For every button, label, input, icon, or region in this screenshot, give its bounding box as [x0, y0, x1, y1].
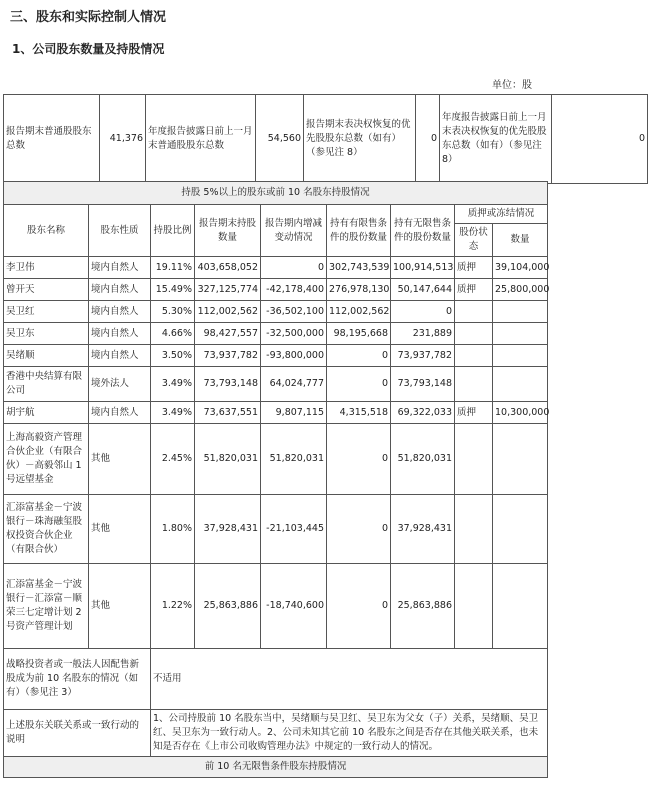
cell-shares: 327,125,774: [195, 279, 261, 301]
cell-change: 0: [261, 257, 327, 279]
cell-name: 香港中央结算有限公司: [4, 367, 89, 402]
cell-qty: [493, 301, 548, 323]
cell-unrestricted: 69,322,033: [391, 402, 455, 424]
cell-ratio: 2.45%: [151, 424, 195, 495]
cell-qty: [493, 345, 548, 367]
header-change: 报告期内增减变动情况: [261, 205, 327, 257]
cell-unrestricted: 73,937,782: [391, 345, 455, 367]
cell-status: [455, 301, 493, 323]
cell-change: 64,024,777: [261, 367, 327, 402]
cell-restricted: 98,195,668: [327, 323, 391, 345]
cell-restricted: 302,743,539: [327, 257, 391, 279]
table-row: [4, 301, 548, 323]
cell-nature: 境内自然人: [89, 279, 151, 301]
cell-unrestricted: 0: [391, 301, 455, 323]
cell-name: 吴绪顺: [4, 345, 89, 367]
cell-status: [455, 495, 493, 564]
cell-unrestricted: 100,914,513: [391, 257, 455, 279]
cell-ratio: 3.50%: [151, 345, 195, 367]
cell-ratio: 5.30%: [151, 301, 195, 323]
table-row: [4, 367, 548, 402]
header-restricted: 持有有限售条件的股份数量: [327, 205, 391, 257]
cell-qty: [493, 495, 548, 564]
cell-qty: 25,800,000: [493, 279, 548, 301]
cell-qty: 10,300,000: [493, 402, 548, 424]
relation-label: 上述股东关联关系或一致行动的说明: [4, 710, 151, 757]
cell-change: -21,103,445: [261, 495, 327, 564]
subsection-title: 1、公司股东数量及持股情况: [12, 42, 165, 56]
cell-name: 上海高毅资产管理合伙企业（有限合伙）－高毅邻山 1 号远望基金: [4, 424, 89, 495]
header-ratio: 持股比例: [151, 205, 195, 257]
cell-unrestricted: 25,863,886: [391, 564, 455, 649]
cell-nature: 境外法人: [89, 367, 151, 402]
cell-restricted: 112,002,562: [327, 301, 391, 323]
summary-value-4: 0: [552, 95, 648, 184]
cell-shares: 25,863,886: [195, 564, 261, 649]
strategic-investor-value: 不适用: [151, 649, 548, 710]
cell-shares: 98,427,557: [195, 323, 261, 345]
cell-status: [455, 345, 493, 367]
cell-ratio: 1.22%: [151, 564, 195, 649]
cell-qty: [493, 367, 548, 402]
header-shares: 报告期末持股数量: [195, 205, 261, 257]
cell-name: 汇添富基金－宁波银行－珠海融玺股权投资合伙企业（有限合伙）: [4, 495, 89, 564]
table-row: [4, 279, 548, 301]
header-pledge-qty: 数量: [493, 224, 548, 257]
cell-name: 吴卫红: [4, 301, 89, 323]
cell-shares: 403,658,052: [195, 257, 261, 279]
cell-ratio: 3.49%: [151, 402, 195, 424]
holdings-table: [3, 181, 548, 778]
unrestricted-band-title: 前 10 名无限售条件股东持股情况: [4, 757, 548, 778]
cell-restricted: 0: [327, 564, 391, 649]
header-name: 股东名称: [4, 205, 89, 257]
cell-status: [455, 564, 493, 649]
cell-nature: 境内自然人: [89, 301, 151, 323]
cell-restricted: 0: [327, 495, 391, 564]
header-pledge-status: 股份状态: [455, 224, 493, 257]
unit-label: 单位：股: [492, 80, 532, 91]
cell-status: 质押: [455, 257, 493, 279]
header-unrestricted: 持有无限售条件的股份数量: [391, 205, 455, 257]
cell-restricted: 0: [327, 345, 391, 367]
cell-shares: 73,793,148: [195, 367, 261, 402]
cell-restricted: 0: [327, 367, 391, 402]
cell-qty: [493, 424, 548, 495]
cell-change: -32,500,000: [261, 323, 327, 345]
cell-restricted: 0: [327, 424, 391, 495]
cell-change: -36,502,100: [261, 301, 327, 323]
table-row: [4, 257, 548, 279]
table-row: [4, 495, 548, 564]
section-title: 三、股东和实际控制人情况: [10, 10, 167, 25]
cell-shares: 37,928,431: [195, 495, 261, 564]
cell-unrestricted: 37,928,431: [391, 495, 455, 564]
strategic-investor-label: 战略投资者或一般法人因配售新股成为前 10 名股东的情况（如有）（参见注 3）: [4, 649, 151, 710]
summary-value-2: 54,560: [256, 95, 304, 184]
cell-status: 质押: [455, 279, 493, 301]
cell-ratio: 19.11%: [151, 257, 195, 279]
cell-unrestricted: 50,147,644: [391, 279, 455, 301]
cell-nature: 其他: [89, 564, 151, 649]
summary-label-2: 年度报告披露日前上一月末普通股股东总数: [146, 95, 256, 184]
cell-nature: 境内自然人: [89, 323, 151, 345]
cell-name: 曾开天: [4, 279, 89, 301]
cell-name: 胡宇航: [4, 402, 89, 424]
cell-change: 9,807,115: [261, 402, 327, 424]
table-row: [4, 323, 548, 345]
cell-change: -18,740,600: [261, 564, 327, 649]
summary-value-1: 41,376: [100, 95, 146, 184]
relation-value: 1、公司持股前 10 名股东当中，吴绪顺与吴卫红、吴卫东为父女（子）关系，吴绪顺、吴卫红、吴卫东为一致行动人。2、公司未知其它前 10 名股东之间是否存在其他关联关系，也未知是否存在《上市公司收购管理办法》中规定的一致行动人的情况。: [151, 710, 548, 757]
holdings-band-title: 持股 5%以上的股东或前 10 名股东持股情况: [4, 182, 548, 205]
cell-name: 李卫伟: [4, 257, 89, 279]
table-row: [4, 424, 548, 495]
summary-value-3: 0: [416, 95, 440, 184]
header-nature: 股东性质: [89, 205, 151, 257]
table-row: [4, 564, 548, 649]
cell-change: 51,820,031: [261, 424, 327, 495]
cell-qty: [493, 323, 548, 345]
cell-restricted: 276,978,130: [327, 279, 391, 301]
cell-name: 汇添富基金－宁波银行－汇添富－顺荣三七定增计划 2 号资产管理计划: [4, 564, 89, 649]
cell-status: [455, 424, 493, 495]
cell-nature: 境内自然人: [89, 257, 151, 279]
cell-shares: 112,002,562: [195, 301, 261, 323]
cell-change: -93,800,000: [261, 345, 327, 367]
cell-unrestricted: 231,889: [391, 323, 455, 345]
summary-label-3: 报告期末表决权恢复的优先股股东总数（如有）（参见注 8）: [304, 95, 416, 184]
cell-ratio: 1.80%: [151, 495, 195, 564]
cell-ratio: 3.49%: [151, 367, 195, 402]
shareholder-summary-table: [3, 94, 648, 184]
cell-restricted: 4,315,518: [327, 402, 391, 424]
cell-status: 质押: [455, 402, 493, 424]
cell-shares: 73,937,782: [195, 345, 261, 367]
cell-name: 吴卫东: [4, 323, 89, 345]
header-pledge: 质押或冻结情况: [455, 205, 548, 224]
cell-shares: 73,637,551: [195, 402, 261, 424]
summary-label-4: 年度报告披露日前上一月末表决权恢复的优先股股东总数（如有）（参见注 8）: [440, 95, 552, 184]
cell-ratio: 4.66%: [151, 323, 195, 345]
cell-unrestricted: 51,820,031: [391, 424, 455, 495]
summary-label-1: 报告期末普通股股东总数: [4, 95, 100, 184]
cell-shares: 51,820,031: [195, 424, 261, 495]
table-row: [4, 345, 548, 367]
table-row: [4, 402, 548, 424]
cell-nature: 其他: [89, 424, 151, 495]
cell-change: -42,178,400: [261, 279, 327, 301]
cell-nature: 境内自然人: [89, 402, 151, 424]
cell-qty: 39,104,000: [493, 257, 548, 279]
cell-unrestricted: 73,793,148: [391, 367, 455, 402]
cell-nature: 境内自然人: [89, 345, 151, 367]
cell-nature: 其他: [89, 495, 151, 564]
cell-ratio: 15.49%: [151, 279, 195, 301]
cell-qty: [493, 564, 548, 649]
cell-status: [455, 367, 493, 402]
cell-status: [455, 323, 493, 345]
